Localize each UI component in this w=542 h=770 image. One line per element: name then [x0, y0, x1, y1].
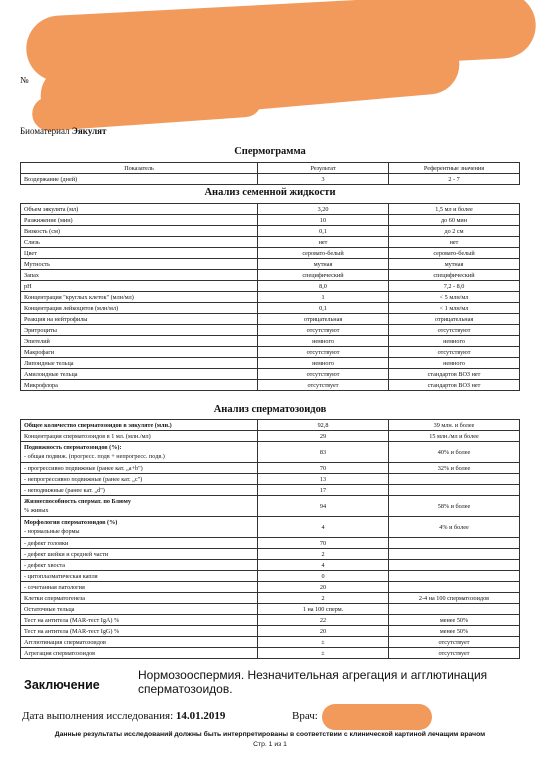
row-name: - дефект шейки и средней части [21, 549, 258, 560]
row-ref [389, 582, 520, 593]
row-result: ± [258, 637, 389, 648]
row-name: Остаточные тельца [21, 604, 258, 615]
biomaterial-line [20, 126, 106, 136]
row-ref: 2-4 на 100 сперматозоидов [389, 593, 520, 604]
row-result: 10 [258, 215, 389, 226]
row-ref: 39 млн. и более [389, 420, 520, 431]
spermogram-table [20, 162, 520, 185]
row-result: 8,0 [258, 281, 389, 292]
row-result: специфический [258, 270, 389, 281]
row-ref: нет [389, 237, 520, 248]
row-name: - дефект головки [21, 538, 258, 549]
row-result: серовато-белый [258, 248, 389, 259]
row-ref: 58% и более [389, 496, 520, 517]
row-ref: отсутствуют [389, 325, 520, 336]
column-header: Показатель [21, 163, 258, 174]
row-ref: менее 50% [389, 626, 520, 637]
table-row [21, 259, 520, 270]
column-header: Результат [258, 163, 389, 174]
table-row [21, 582, 520, 593]
table-row [21, 336, 520, 347]
row-ref: < 5 млн/мл [389, 292, 520, 303]
row-name: Эпителий [21, 336, 258, 347]
document-number-label: № [20, 75, 29, 85]
row-result: 4 [258, 517, 389, 538]
row-ref [389, 604, 520, 615]
row-ref: серовато-белый [389, 248, 520, 259]
row-ref [389, 560, 520, 571]
row-ref [389, 485, 520, 496]
row-result: 1 на 100 сперм. [258, 604, 389, 615]
row-result: 94 [258, 496, 389, 517]
sperm-title: Анализ сперматозоидов [213, 404, 327, 415]
table-row [21, 648, 520, 659]
row-result: 22 [258, 615, 389, 626]
row-ref: 4% и более [389, 517, 520, 538]
row-result: отсутствуют [258, 325, 389, 336]
row-name: Концентрация "круглых клеток" (млн/мл) [21, 292, 258, 303]
row-ref: до 60 мин [389, 215, 520, 226]
biomaterial-value: Эякулят [71, 126, 107, 136]
table-row [21, 485, 520, 496]
row-name: Запах [21, 270, 258, 281]
row-name: Концентрация лейкоцитов (млн/мл) [21, 303, 258, 314]
table-row [21, 496, 520, 517]
row-name: - сочетанная патология [21, 582, 258, 593]
column-header: Референтные значения [389, 163, 520, 174]
row-result: 0,1 [258, 226, 389, 237]
doctor-label: Врач: [292, 710, 318, 722]
table-row [21, 174, 520, 185]
row-name: Общее количество сперматозоидов в эякуляте (млн.) [21, 420, 258, 431]
row-name: Микрофлора [21, 380, 258, 391]
row-ref: отсутствует [389, 637, 520, 648]
row-name: - непрогрессивно подвижные (ранее кат. „c") [21, 474, 258, 485]
row-ref [389, 538, 520, 549]
row-result: 17 [258, 485, 389, 496]
table-row [21, 303, 520, 314]
row-name: - дефект хвоста [21, 560, 258, 571]
spermogram-title: Спермограмма [234, 146, 306, 157]
row-ref: отсутствует [389, 648, 520, 659]
table-row [21, 380, 520, 391]
conclusion-label: Заключение [24, 678, 100, 692]
row-result: 20 [258, 582, 389, 593]
row-name: Тест на антитела (MAR-тест IgA) % [21, 615, 258, 626]
table-row [21, 358, 520, 369]
redaction-doctor [322, 704, 432, 730]
row-ref: 7,2 - 8,0 [389, 281, 520, 292]
row-result: 1 [258, 292, 389, 303]
row-name: Подвижность сперматозоидов (%): - общая подвиж. (прогресс. подв + непрогресс. подв.) [21, 442, 258, 463]
table-row [21, 226, 520, 237]
row-result: нет [258, 237, 389, 248]
date-line [22, 710, 225, 722]
row-name: Агглютинация сперматозоидов [21, 637, 258, 648]
table-row [21, 204, 520, 215]
row-result: 2 [258, 593, 389, 604]
table-row [21, 431, 520, 442]
row-ref: немного [389, 358, 520, 369]
row-result: 0,1 [258, 303, 389, 314]
table-row [21, 420, 520, 431]
table-row [21, 549, 520, 560]
page-number: Стр. 1 из 1 [253, 741, 287, 748]
table-row [21, 463, 520, 474]
table-row [21, 517, 520, 538]
row-name: pH [21, 281, 258, 292]
row-result: отсутствуют [258, 347, 389, 358]
row-name: Жизнеспособность спермат. по Блюму % живых [21, 496, 258, 517]
row-ref: немного [389, 336, 520, 347]
row-name: Липоидные тельца [21, 358, 258, 369]
row-name: Воздержание (дней) [21, 174, 258, 185]
row-name: Реакция на нейтрофилы [21, 314, 258, 325]
row-name: - цитоплазматическая капля [21, 571, 258, 582]
row-ref: < 1 млн/мл [389, 303, 520, 314]
table-row [21, 560, 520, 571]
date-label: Дата выполнения исследования: [22, 710, 174, 722]
table-row [21, 615, 520, 626]
row-name: Амилоидные тельца [21, 369, 258, 380]
table-row [21, 474, 520, 485]
row-ref: стандартов ВОЗ нет [389, 380, 520, 391]
row-result: отсутствуют [258, 369, 389, 380]
table-row [21, 325, 520, 336]
row-name: Объем эякулята (мл) [21, 204, 258, 215]
row-name: Клетки сперматогенеза [21, 593, 258, 604]
row-ref [389, 549, 520, 560]
row-result: 83 [258, 442, 389, 463]
table-row [21, 281, 520, 292]
table-row [21, 442, 520, 463]
row-name: Вязкость (см) [21, 226, 258, 237]
date-value: 14.01.2019 [175, 710, 226, 722]
row-result: отсутствует [258, 380, 389, 391]
row-ref: специфический [389, 270, 520, 281]
row-ref: 1,5 мл и более [389, 204, 520, 215]
row-ref [389, 571, 520, 582]
row-result: 92,8 [258, 420, 389, 431]
row-ref: 2 - 7 [389, 174, 520, 185]
row-result: 2 [258, 549, 389, 560]
row-result: мутная [258, 259, 389, 270]
row-result: 20 [258, 626, 389, 637]
row-result: 13 [258, 474, 389, 485]
table-row [21, 571, 520, 582]
table-row [21, 237, 520, 248]
row-result: немного [258, 358, 389, 369]
row-result: 0 [258, 571, 389, 582]
row-result: немного [258, 336, 389, 347]
conclusion-text: Нормозооспермия. Незначительная агрегация и агглютинация сперматозоидов. [138, 668, 488, 696]
row-name: Тест на антитела (MAR-тест IgG) % [21, 626, 258, 637]
row-name: Концентрация сперматозоидов в 1 мл. (млн./мл) [21, 431, 258, 442]
footer-note: Данные результаты исследований должны быть интерпретированы в соответствии с клинической картиной лечащим врачом [54, 731, 486, 738]
row-name: Разжижение (мин) [21, 215, 258, 226]
seminal-table [20, 203, 520, 391]
table-row [21, 593, 520, 604]
row-ref: 40% и более [389, 442, 520, 463]
table-row [21, 604, 520, 615]
table-row [21, 538, 520, 549]
row-ref: 15 млн./мл и более [389, 431, 520, 442]
row-result: 70 [258, 538, 389, 549]
row-ref: отсутствуют [389, 347, 520, 358]
row-result: 3,20 [258, 204, 389, 215]
row-name: Цвет [21, 248, 258, 259]
table-row [21, 637, 520, 648]
row-name: Макрофаги [21, 347, 258, 358]
row-ref: менее 50% [389, 615, 520, 626]
row-result: 29 [258, 431, 389, 442]
row-result: ± [258, 648, 389, 659]
table-row [21, 347, 520, 358]
row-result: 3 [258, 174, 389, 185]
row-ref: отрицательная [389, 314, 520, 325]
row-ref: 32% и более [389, 463, 520, 474]
row-result: 70 [258, 463, 389, 474]
biomaterial-label: Биоматериал [20, 126, 70, 136]
row-ref: мутная [389, 259, 520, 270]
row-name: Мутность [21, 259, 258, 270]
row-ref: стандартов ВОЗ нет [389, 369, 520, 380]
table-row [21, 314, 520, 325]
table-row [21, 270, 520, 281]
table-row [21, 369, 520, 380]
row-name: Эритроциты [21, 325, 258, 336]
table-row [21, 292, 520, 303]
row-name: - прогрессивно подвижные (ранее кат. „a+b") [21, 463, 258, 474]
sperm-table [20, 419, 520, 659]
seminal-title: Анализ семенной жидкости [204, 187, 336, 198]
row-result: 4 [258, 560, 389, 571]
row-result: отрицательная [258, 314, 389, 325]
row-name: Агрегация сперматозоидов [21, 648, 258, 659]
table-row [21, 248, 520, 259]
row-name: Слизь [21, 237, 258, 248]
row-ref: до 2 см [389, 226, 520, 237]
row-ref [389, 474, 520, 485]
table-row [21, 626, 520, 637]
table-row [21, 215, 520, 226]
row-name: - неподвижные (ранее кат. „d") [21, 485, 258, 496]
row-name: Морфология сперматозоидов (%) - нормальные формы [21, 517, 258, 538]
table-header-row [21, 163, 520, 174]
